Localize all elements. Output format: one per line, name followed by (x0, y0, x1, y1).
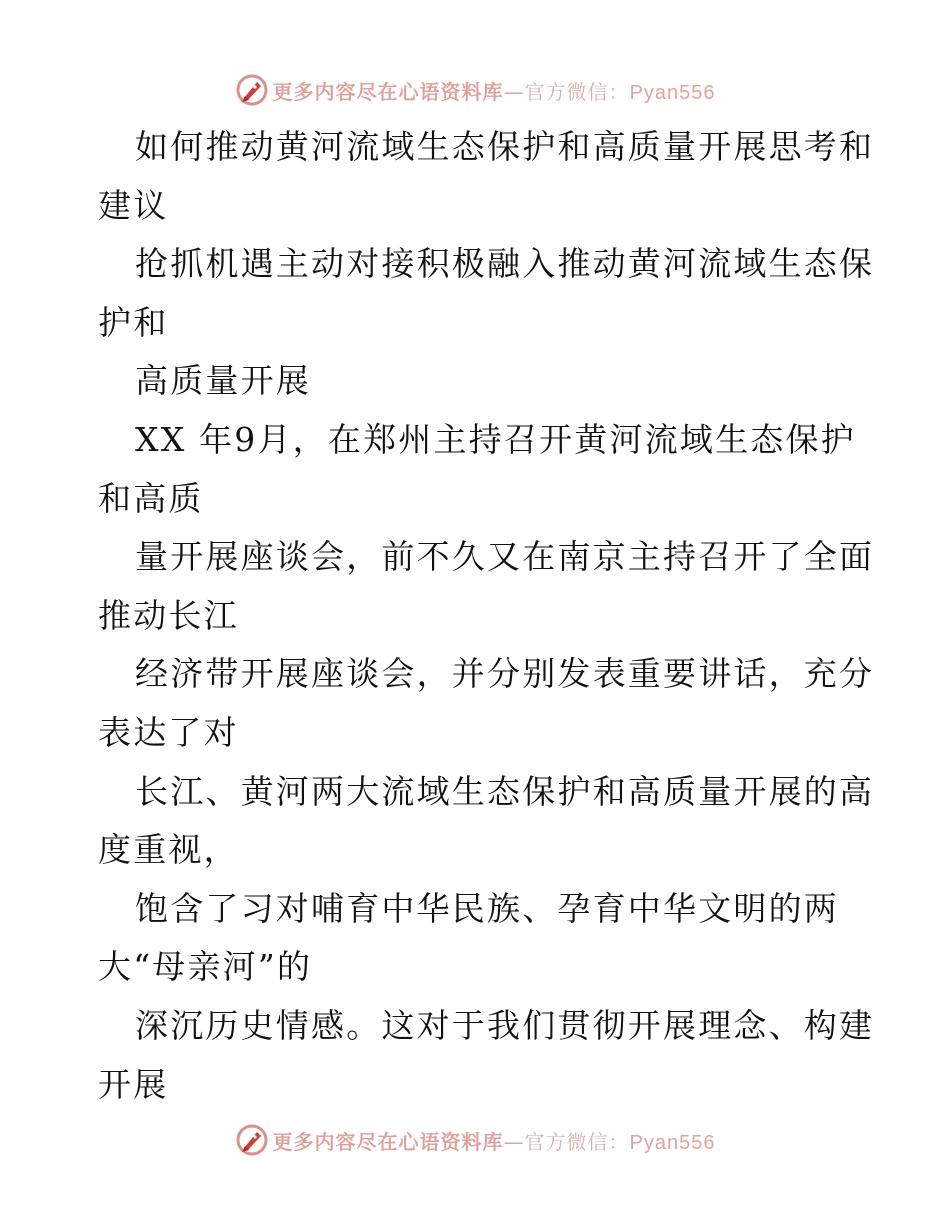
wechat-label: 官方微信： (524, 1129, 630, 1154)
paragraph-line: 深沉历史情感。这对于我们贯彻开展理念、构建 (135, 1005, 875, 1045)
wechat-id: Pyan556 (629, 81, 716, 104)
paragraph-line: 开展 (98, 1064, 169, 1104)
subtitle-line-1: 抢抓机遇主动对接积极融入推动黄河流域生态保 (135, 244, 875, 284)
document-body (98, 118, 875, 1114)
header-watermark (0, 70, 950, 110)
site-name: 更多内容尽在心语资料库 (272, 1129, 504, 1154)
paragraph-line: 表达了对 (98, 712, 239, 752)
paragraph-line: 量开展座谈会，前不久又在南京主持召开了全面 (135, 537, 875, 577)
header-watermark-text (273, 76, 716, 105)
pen-nib-logo-icon (235, 1123, 269, 1157)
subtitle-line-2: 护和 (98, 302, 169, 342)
paragraph-line: XX 年9月，在郑州主持召开黄河流域生态保护 (135, 419, 856, 459)
separator: — (503, 79, 525, 104)
subtitle-line-3: 高质量开展 (135, 361, 311, 401)
paragraph-line: 大“母亲河”的 (98, 947, 313, 987)
title-line-2: 建议 (98, 185, 169, 225)
paragraph-line: 经济带开展座谈会，并分别发表重要讲话，充分 (135, 654, 875, 694)
footer-watermark (0, 1120, 950, 1160)
paragraph-line: 长江、黄河两大流域生态保护和高质量开展的高 (135, 771, 875, 811)
paragraph-line: 推动长江 (98, 595, 239, 635)
wechat-label: 官方微信： (524, 79, 630, 104)
pen-nib-logo-icon (235, 73, 269, 107)
separator: — (503, 1129, 525, 1154)
paragraph-line: 度重视， (98, 830, 239, 870)
footer-watermark-text (273, 1126, 716, 1155)
title-line-1: 如何推动黄河流域生态保护和高质量开展思考和 (135, 127, 875, 166)
paragraph-line: 饱含了习对哺育中华民族、孕育中华文明的两 (135, 888, 839, 928)
paragraph-line: 和高质 (98, 478, 204, 518)
wechat-id: Pyan556 (629, 1131, 716, 1154)
site-name: 更多内容尽在心语资料库 (272, 79, 504, 104)
